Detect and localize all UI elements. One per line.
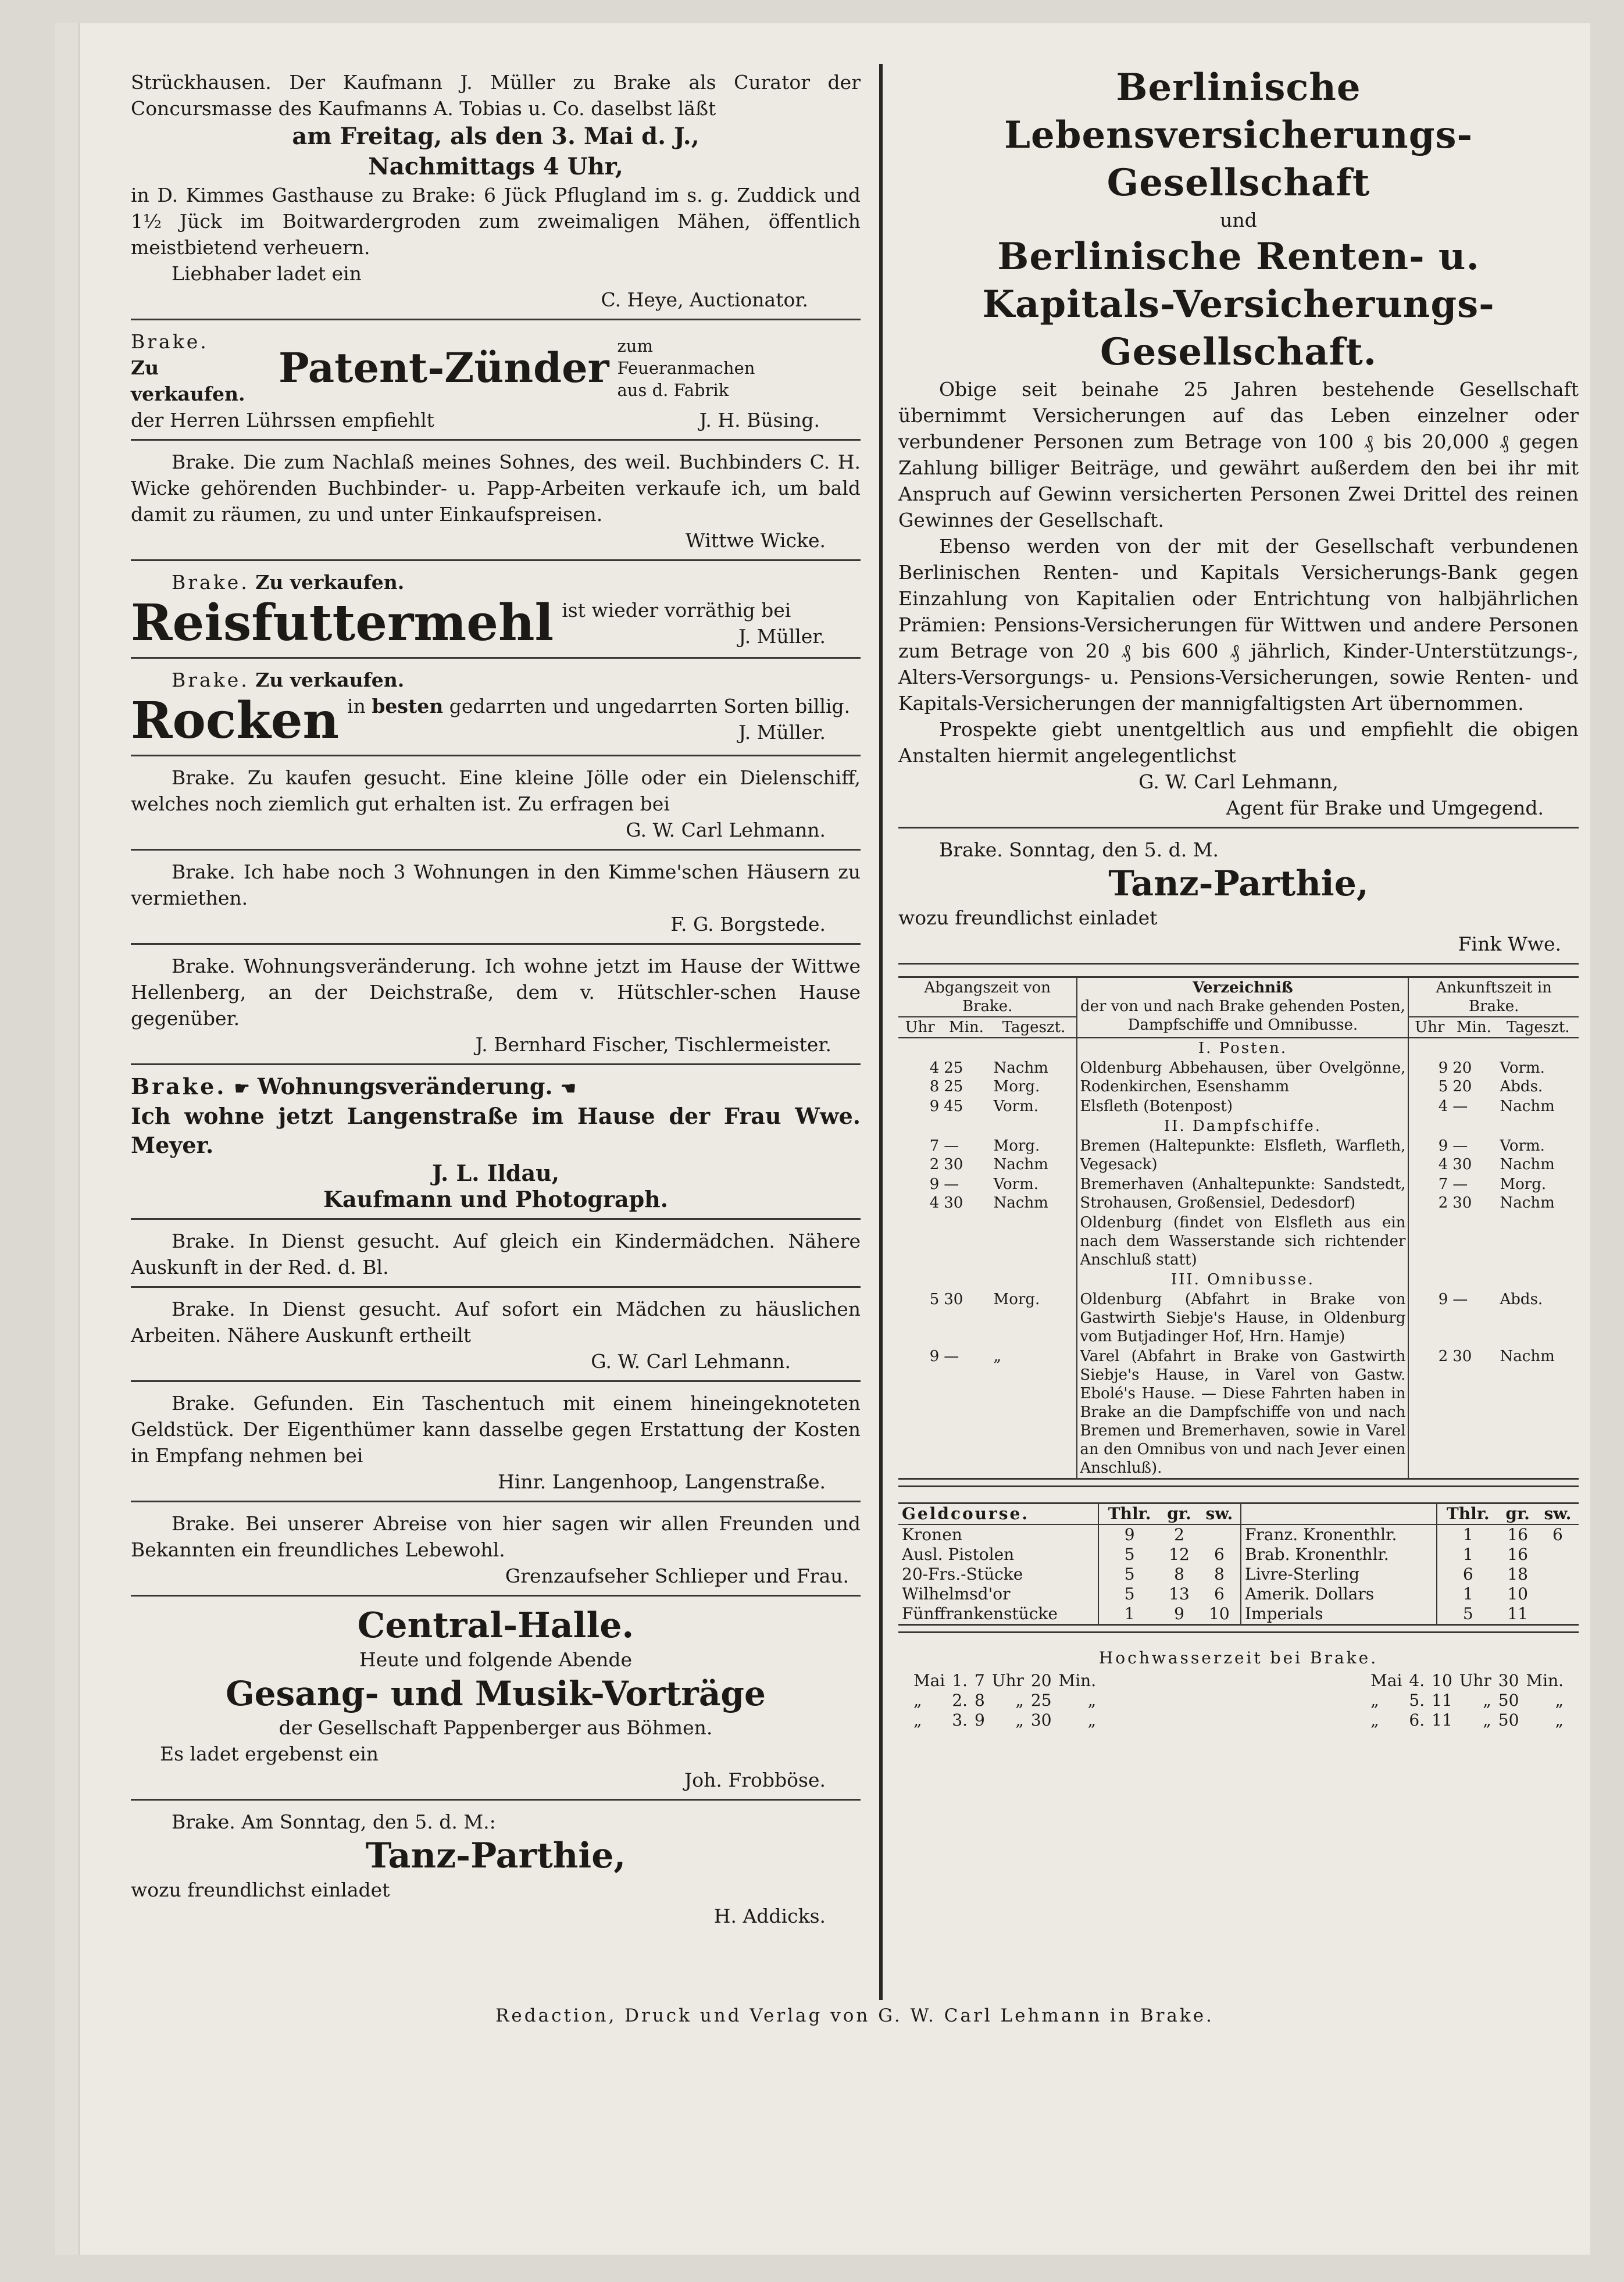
timetable-cell-dm: — 30	[944, 1176, 963, 1212]
coin-value: 5	[1124, 1545, 1135, 1564]
ad-title: Central-Halle.	[357, 1605, 634, 1646]
ad-sign: J. Müller.	[738, 721, 826, 744]
th-min: Min.	[1450, 1017, 1497, 1038]
ad-text: Brake. Wohnungsveränderung. Ich wohne jetzt im Hause der Wittwe Hellenberg, an der Deichstraße, dem v. Hütschler-schen Hause gegenüber.	[131, 955, 861, 1030]
tide-hour: 10	[1432, 1671, 1452, 1690]
timetable-section-row	[898, 1038, 1579, 1058]
ad-und: und	[1220, 209, 1257, 231]
tide-min-label: Min.	[1526, 1671, 1564, 1690]
timetable-cell-am: 30	[1452, 1348, 1472, 1365]
money-body	[898, 1524, 1579, 1625]
timetable-cell-am	[1450, 1213, 1497, 1270]
timetable-row	[898, 1174, 1579, 1213]
ad-sign: G. W. Carl Lehmann.	[591, 1350, 791, 1373]
ad-line: Brake. Sonntag, den 5. d. M.	[939, 838, 1219, 861]
tide-section	[898, 1633, 1579, 1736]
ad-sign: Wittwe Wicke.	[685, 529, 826, 552]
timetable-cell-dh: 9	[929, 1348, 940, 1365]
ad-side-text: zum Feueranmachen aus d. Fabrik	[617, 335, 755, 400]
tide-row	[1367, 1671, 1567, 1691]
coin-name: 20-Frs.-Stücke	[898, 1565, 1098, 1584]
coin-value	[1537, 1545, 1579, 1565]
timetable-section-row	[898, 1116, 1579, 1136]
timetable-cell-dm: —	[944, 1348, 959, 1365]
coin-name: Kronen	[898, 1524, 1098, 1545]
ad-auction-invite: Liebhaber ladet ein	[172, 262, 362, 285]
timetable-cell-route: Oldenburg (Abfahrt in Brake von Gastwirth Siebje's Hause, in Oldenburg vom Butjadinger Hof, Hrn. Hamje)	[1077, 1290, 1408, 1347]
ad-sign: H. Addicks.	[713, 1905, 826, 1927]
tide-day: 5.	[1409, 1691, 1425, 1710]
money-title: Geldcourse.	[898, 1504, 1098, 1525]
timetable	[898, 976, 1579, 1480]
ad-place: Brake.	[131, 1073, 227, 1099]
timetable-cell-dh	[898, 1213, 941, 1270]
tide-minute: 50	[1498, 1710, 1519, 1730]
ad-title-2: Berlinische Renten- u. Kapitals-Versicherungs-Gesellschaft.	[982, 235, 1495, 374]
ad-tanz-fink	[898, 828, 1579, 965]
timetable-cell-dm: 25 25	[944, 1059, 963, 1095]
timetable-section	[898, 965, 1579, 1487]
ad-line: der Gesellschaft Pappenberger aus Böhmen.	[279, 1716, 713, 1739]
column-rule	[879, 64, 883, 2000]
tide-tables	[898, 1671, 1579, 1730]
timetable-cell-dm	[941, 1213, 991, 1270]
ad-line: Ich wohne jetzt Langenstraße im Hause der Frau Wwe. Meyer.	[131, 1103, 861, 1158]
tide-day: 2.	[952, 1691, 968, 1710]
tide-uhr-label: Uhr	[991, 1671, 1024, 1690]
timetable-spacer	[1408, 1270, 1579, 1290]
timetable-cell-ah: 7 2	[1438, 1176, 1448, 1212]
ad-auction-time: Nachmittags 4 Uhr,	[368, 153, 623, 180]
coin-value: 5	[1124, 1584, 1135, 1604]
tide-minute: 50	[1498, 1691, 1519, 1710]
timetable-spacer	[898, 1270, 1077, 1290]
coin-value: 6	[1198, 1584, 1241, 1604]
timetable-cell-am: — 30	[1452, 1176, 1472, 1212]
timetable-row	[898, 1347, 1579, 1479]
ad-sign: Fink Wwe.	[1458, 933, 1561, 955]
ad-lead: Zu verkaufen.	[255, 669, 405, 691]
ad-lebewohl	[131, 1502, 861, 1597]
ad-sign: Joh. Frobböse.	[684, 1769, 826, 1791]
ad-invite: wozu freundlichst einladet	[131, 1879, 390, 1901]
ad-headline: Reisfuttermehl	[131, 594, 554, 652]
ad-auction-text: Strückhausen. Der Kaufmann J. Müller zu Brake als Curator der Concursmasse des Kaufmanns A. Tobias u. Co. daselbst läßt	[131, 71, 861, 120]
timetable-cell-route: Varel (Abfahrt in Brake von Gastwirth Siebje's Hause, in Varel von Gastw. Ebolé's Hause. — Diese Fahrten haben in Brake an die Dampfschiffe von und nach Bremen und Bremerhaven, sowie in Varel an den Omnibus von und nach Jever einen Anschluß).	[1077, 1347, 1408, 1479]
coin-value: 1	[1462, 1545, 1473, 1564]
coin-value: 16	[1507, 1545, 1528, 1564]
coin-value: 9	[1174, 1604, 1184, 1623]
ad-ildau	[131, 1065, 861, 1220]
ad-lead: Zu verkaufen.	[131, 356, 245, 405]
ad-paragraph-2: Ebenso werden von der mit der Gesellschaft verbundenen Berlinischen Renten- und Kapitals Versicherungs-Bank gegen Einzahlung von Kapitalien oder Entrichtung von halbjährlichen Prämien: Pensions-Versicherungen für Wittwen und andere Personen zum Betrage von 20 ₰ bis 600 ₰ jährlich, Kinder-Unterstützungs-, Alters-Versorgungs- u. Pensions-Versicherungen, sowie Renten- und Kapitals-Versicherungen der mannigfaltigsten Art übernommen.	[898, 535, 1579, 715]
timetable-cell-dt: Morg. Nachm	[991, 1136, 1077, 1174]
timetable-cell-dh: 5	[929, 1291, 940, 1308]
ad-headline: Patent-Zünder	[279, 343, 609, 392]
tide-row	[910, 1671, 1100, 1691]
tide-hour: 11	[1432, 1710, 1452, 1730]
timetable-cell-route: Bremen (Haltepunkte: Elsfleth, Warfleth, Vegesack)	[1077, 1136, 1408, 1174]
tide-min-label: „	[1087, 1691, 1097, 1710]
tide-row	[1367, 1710, 1567, 1730]
coin-value: 10	[1507, 1584, 1528, 1604]
coin-name: Brab. Kronenthlr.	[1241, 1545, 1437, 1565]
money-row	[898, 1584, 1579, 1604]
timetable-cell-ah: 9 4	[1438, 1137, 1448, 1173]
coin-value: 11	[1507, 1604, 1528, 1623]
tide-min-label: Min.	[1058, 1671, 1097, 1690]
coin-value: 1	[1462, 1584, 1473, 1604]
ad-text: Brake. In Dienst gesucht. Auf sofort ein Mädchen zu häuslichen Arbeiten. Nähere Auskunft ertheilt	[131, 1298, 861, 1347]
timetable-row	[898, 1058, 1579, 1097]
ad-sign: G. W. Carl Lehmann.	[626, 819, 826, 841]
ad-lead: Zu verkaufen.	[255, 571, 405, 594]
timetable-cell-dh: 9 4	[929, 1176, 940, 1212]
timetable-cell-am: — 30	[1452, 1137, 1472, 1173]
th-tageszeit: Tageszt.	[991, 1017, 1077, 1038]
coin-value: 8	[1174, 1565, 1184, 1584]
timetable-section-title: III. Omnibusse.	[1077, 1270, 1408, 1290]
exchange-rates-table	[898, 1502, 1579, 1626]
timetable-spacer	[1408, 1038, 1579, 1058]
ad-kindermaedchen	[131, 1220, 861, 1288]
tide-table-left	[910, 1671, 1100, 1730]
tide-day: 4.	[1409, 1671, 1425, 1690]
th-uhr: Uhr	[898, 1017, 941, 1038]
ad-side-a: in	[347, 695, 366, 717]
coin-value: 2	[1174, 1525, 1184, 1544]
footer	[131, 2003, 1579, 2029]
coin-value	[1537, 1584, 1579, 1604]
timetable-header-line-1: Verzeichniß	[1193, 979, 1293, 997]
ad-sign-2: Agent für Brake und Umgegend.	[1226, 797, 1544, 819]
timetable-cell-ah: 9 5	[1438, 1059, 1448, 1095]
money-col-sw: sw.	[1198, 1504, 1241, 1525]
timetable-header-line-2: der von und nach Brake gehenden Posten,	[1080, 998, 1405, 1015]
ad-jolle	[131, 756, 861, 851]
timetable-header-arrival: Ankunftszeit in Brake.	[1408, 977, 1579, 1017]
coin-value: 9	[1124, 1525, 1135, 1544]
ad-maedchen	[131, 1288, 861, 1382]
timetable-cell-am: 20 20	[1452, 1059, 1472, 1095]
coin-value: 6	[1552, 1525, 1563, 1544]
money-col-sw: sw.	[1537, 1504, 1579, 1525]
tide-hour: 8	[975, 1691, 985, 1710]
coin-value: 10	[1198, 1604, 1241, 1625]
coin-value: 12	[1169, 1545, 1190, 1564]
ad-sign: J. H. Büsing.	[699, 409, 820, 431]
ad-buchbinder	[131, 441, 861, 561]
timetable-cell-at: Morg. Nachm	[1500, 1176, 1555, 1212]
tide-title: Hochwasserzeit bei Brake.	[1098, 1648, 1379, 1667]
timetable-body	[898, 1038, 1579, 1479]
ad-text: Brake. Ich habe noch 3 Wohnungen in den Kimme'schen Häusern zu vermiethen.	[131, 860, 861, 909]
timetable-cell-dh: 9	[929, 1098, 940, 1115]
left-column	[131, 61, 861, 1935]
th-min: Min.	[941, 1017, 991, 1038]
ad-auction-body: in D. Kimmes Gasthause zu Brake: 6 Jück Pflugland im s. g. Zuddick und 1½ Jück im Boitwardergroden zum zweimaligen Mähen, öffentlich meistbietend verheuern.	[131, 184, 861, 259]
ad-sign: F. G. Borgstede.	[670, 913, 826, 935]
coin-name: Imperials	[1241, 1604, 1437, 1625]
money-col-gr: gr.	[1498, 1504, 1537, 1525]
coin-value: 18	[1507, 1565, 1528, 1584]
ad-place: Brake.	[172, 669, 249, 691]
ad-paragraph-3: Prospekte giebt unentgeltlich aus und empfiehlt die obigen Anstalten hiermit angelegentlichst	[898, 718, 1579, 767]
ad-headline: Tanz-Parthie,	[1108, 863, 1369, 904]
timetable-cell-at: Vorm. Abds.	[1500, 1059, 1545, 1095]
tide-day: 6.	[1409, 1710, 1425, 1730]
ad-sign: Grenzaufseher Schlieper und Frau.	[505, 1565, 849, 1587]
coin-value: 1	[1124, 1604, 1135, 1623]
tide-row	[1367, 1691, 1567, 1710]
timetable-row	[898, 1097, 1579, 1116]
th-uhr: Uhr	[1408, 1017, 1450, 1038]
timetable-row	[898, 1290, 1579, 1347]
coin-value: 6	[1462, 1565, 1473, 1584]
timetable-cell-at: Vorm. Nachm	[1500, 1137, 1555, 1173]
tide-row	[910, 1710, 1100, 1730]
ad-side-c: gedarrten und ungedarrten Sorten billig.	[449, 695, 851, 717]
tide-month: „	[913, 1691, 922, 1710]
ad-text: Brake. Zu kaufen gesucht. Eine kleine Jölle oder ein Dielenschiff, welches noch ziemlich gut erhalten ist. Zu erfragen bei	[131, 766, 861, 815]
coin-value: 8	[1198, 1565, 1241, 1584]
ad-reisfuttermehl	[131, 561, 861, 659]
ad-line: der Herren Lührssen empfiehlt	[131, 409, 434, 431]
tide-month: Mai	[1370, 1671, 1402, 1690]
timetable-row	[898, 1213, 1579, 1270]
ad-auction	[131, 61, 861, 320]
timetable-cell-ah	[1408, 1213, 1450, 1270]
ad-central-halle	[131, 1597, 861, 1801]
ad-invite: wozu freundlichst einladet	[898, 906, 1158, 929]
ad-sign: Hinr. Langenhoop, Langenstraße.	[497, 1470, 826, 1493]
tide-uhr-label: „	[1015, 1710, 1024, 1730]
th-tageszeit: Tageszt.	[1498, 1017, 1579, 1038]
coin-name: Livre-Sterling	[1241, 1565, 1437, 1584]
ad-headline: Tanz-Parthie,	[365, 1835, 626, 1876]
money-col-gr: gr.	[1160, 1504, 1198, 1525]
footer-imprint: Redaction, Druck und Verlag von G. W. Carl Lehmann in Brake.	[495, 2005, 1214, 2026]
timetable-section-title: II. Dampfschiffe.	[1077, 1116, 1408, 1136]
money-col-thlr: Thlr.	[1437, 1504, 1498, 1525]
coin-value: 6	[1198, 1545, 1241, 1565]
tide-uhr-label: Uhr	[1459, 1671, 1491, 1690]
ad-text: Brake. Bei unserer Abreise von hier sagen wir allen Freunden und Bekannten ein freundliches Lebewohl.	[131, 1512, 861, 1561]
ad-auction-date: am Freitag, als den 3. Mai d. J.,	[292, 123, 699, 150]
ad-sign-1: G. W. Carl Lehmann,	[1138, 770, 1339, 793]
timetable-cell-route: Elsfleth (Botenpost)	[1077, 1097, 1408, 1116]
tide-row	[910, 1691, 1100, 1710]
ad-side-text: ist wieder vorräthig bei	[562, 599, 791, 622]
ad-invite: Es ladet ergebenst ein	[160, 1742, 379, 1765]
ad-title-1: Berlinische Lebensversicherungs-Gesellschaft	[1004, 66, 1473, 205]
coin-value: 13	[1169, 1584, 1190, 1604]
money-row	[898, 1604, 1579, 1625]
tide-min-label: „	[1087, 1710, 1097, 1730]
ad-fischer	[131, 945, 861, 1065]
timetable-cell-dt: „	[991, 1347, 1077, 1479]
timetable-cell-at: Nachm	[1500, 1098, 1555, 1115]
pointing-hand-icon: ☚	[560, 1078, 576, 1099]
tide-uhr-label: „	[1483, 1691, 1491, 1710]
page-edge	[55, 23, 80, 2255]
ad-line: Brake. Am Sonntag, den 5. d. M.:	[172, 1810, 496, 1833]
ad-auction-sign: C. Heye, Auctionator.	[601, 288, 808, 311]
tide-month: Mai	[913, 1671, 945, 1690]
timetable-cell-dt: Vorm. Nachm	[991, 1174, 1077, 1213]
coin-name: Franz. Kronenthlr.	[1241, 1524, 1437, 1545]
tide-hour: 11	[1432, 1691, 1452, 1710]
ad-patent-zuender	[131, 320, 861, 441]
timetable-cell-dh: 4 8	[929, 1059, 940, 1095]
tide-minute: 20	[1030, 1671, 1052, 1690]
coin-value	[1537, 1565, 1579, 1584]
money-row	[898, 1524, 1579, 1545]
coin-name: Amerik. Dollars	[1241, 1584, 1437, 1604]
ad-headline: Rocken	[131, 691, 340, 750]
timetable-cell-am: —	[1452, 1098, 1468, 1115]
coin-value: 5	[1462, 1604, 1473, 1623]
timetable-cell-at: Nachm	[1500, 1348, 1555, 1365]
timetable-cell-route: Oldenburg (findet von Elsfleth aus ein nach dem Wasserstande sich richtender Anschluß statt)	[1077, 1213, 1408, 1270]
coin-name: Ausl. Pistolen	[898, 1545, 1098, 1565]
timetable-cell-at: Abds.	[1500, 1291, 1543, 1308]
coin-value: 1	[1462, 1525, 1473, 1544]
coin-value: 5	[1124, 1565, 1135, 1584]
tide-min-label: „	[1555, 1710, 1564, 1730]
timetable-section-row	[898, 1270, 1579, 1290]
coin-value: 16	[1507, 1525, 1528, 1544]
timetable-section-title: I. Posten.	[1077, 1038, 1408, 1058]
tide-day: 1.	[952, 1671, 968, 1690]
timetable-cell-dt: Nachm Morg.	[991, 1058, 1077, 1097]
timetable-cell-dt: Vorm.	[991, 1097, 1077, 1116]
ad-sub: Heute und folgende Abende	[359, 1648, 633, 1671]
tide-month: „	[913, 1710, 922, 1730]
ad-sign2: Kaufmann und Photograph.	[323, 1186, 669, 1212]
ad-text: Brake. In Dienst gesucht. Auf gleich ein Kindermädchen. Nähere Auskunft in der Red. d. Bl.	[131, 1230, 861, 1279]
tide-minute: 30	[1498, 1671, 1519, 1690]
timetable-cell-ah: 4	[1438, 1098, 1448, 1115]
timetable-header-line-3: Dampfschiffe und Omnibusse.	[1127, 1016, 1358, 1034]
money-section	[898, 1487, 1579, 1633]
tide-hour: 7	[975, 1671, 985, 1690]
tide-min-label: „	[1555, 1691, 1564, 1710]
money-col-thlr: Thlr.	[1098, 1504, 1160, 1525]
ad-tanz-addicks	[131, 1801, 861, 1935]
ad-headline: Gesang- und Musik-Vorträge	[226, 1674, 766, 1713]
timetable-cell-dt: Morg.	[991, 1290, 1077, 1347]
tide-hour: 9	[975, 1710, 985, 1730]
timetable-cell-dm: 30	[944, 1291, 963, 1308]
timetable-cell-at	[1498, 1213, 1579, 1270]
ad-place: Brake.	[131, 330, 209, 353]
timetable-header-departure: Abgangszeit von Brake.	[898, 977, 1077, 1017]
timetable-spacer	[1408, 1116, 1579, 1136]
ad-text: Brake. Die zum Nachlaß meines Sohnes, des weil. Buchbinders C. H. Wicke gehörenden Buchbinder- u. Papp-Arbeiten verkaufe ich, um bald damit zu räumen, zu und unter Einkaufspreisen.	[131, 451, 861, 526]
ad-text: Brake. Gefunden. Ein Taschentuch mit einem hineingeknoteten Geldstück. Der Eigenthümer kann dasselbe gegen Erstattung der Kosten in Empfang nehmen bei	[131, 1392, 861, 1467]
ad-sign: J. Bernhard Fischer, Tischlermeister.	[475, 1033, 831, 1056]
ad-head: Wohnungsveränderung.	[257, 1073, 553, 1099]
timetable-cell-dt	[991, 1213, 1077, 1270]
timetable-cell-route: Oldenburg Abbehausen, über Ovelgönne, Rodenkirchen, Esenshamm	[1077, 1058, 1408, 1097]
tide-day: 3.	[952, 1710, 968, 1730]
ad-paragraph-1: Obige seit beinahe 25 Jahren bestehende Gesellschaft übernimmt Versicherungen auf das Leben einzelner oder verbundener Personen zum Betrage von 100 ₰ bis 20,000 ₰ gegen Zahlung billiger Beiträge, und gewährt außerdem den bei ihr mit Anspruch auf Gewinn versicherten Personen Zwei Drittel des reinen Gewinnes der Gesellschaft.	[898, 378, 1579, 531]
ad-gefunden	[131, 1382, 861, 1502]
ad-insurance	[898, 64, 1579, 828]
timetable-spacer	[898, 1116, 1077, 1136]
timetable-cell-ah: 2	[1438, 1348, 1448, 1365]
timetable-cell-am: —	[1452, 1291, 1468, 1308]
timetable-cell-route: Bremerhaven (Anhaltepunkte: Sandstedt, Strohausen, Großensiel, Dedesdorf)	[1077, 1174, 1408, 1213]
tide-month: „	[1370, 1691, 1379, 1710]
ad-sign: J. Müller.	[738, 625, 826, 648]
tide-table-right	[1367, 1671, 1567, 1730]
pointing-hand-icon: ☛	[234, 1078, 250, 1099]
tide-minute: 30	[1030, 1710, 1052, 1730]
money-spacer	[1241, 1504, 1437, 1525]
tide-uhr-label: „	[1015, 1691, 1024, 1710]
money-row	[898, 1545, 1579, 1565]
timetable-cell-dm: — 30	[944, 1137, 963, 1173]
timetable-header-routes	[1077, 977, 1408, 1038]
ad-side-b: besten	[372, 695, 444, 717]
tide-month: „	[1370, 1710, 1379, 1730]
tide-uhr-label: „	[1483, 1710, 1491, 1730]
ad-wohnungen	[131, 851, 861, 945]
timetable-spacer	[898, 1038, 1077, 1058]
coin-value	[1537, 1604, 1579, 1625]
coin-value	[1198, 1524, 1241, 1545]
money-row	[898, 1565, 1579, 1584]
ad-sign1: J. L. Ildau,	[432, 1160, 559, 1186]
right-column	[898, 64, 1579, 1736]
coin-name: Fünffrankenstücke	[898, 1604, 1098, 1625]
coin-name: Wilhelmsd'or	[898, 1584, 1098, 1604]
ad-place: Brake.	[172, 571, 249, 594]
ad-rocken	[131, 659, 861, 756]
tide-minute: 25	[1030, 1691, 1052, 1710]
timetable-cell-dm: 45	[944, 1098, 963, 1115]
timetable-row	[898, 1136, 1579, 1174]
timetable-cell-dh: 7 2	[929, 1137, 940, 1173]
timetable-cell-ah: 9	[1438, 1291, 1448, 1308]
